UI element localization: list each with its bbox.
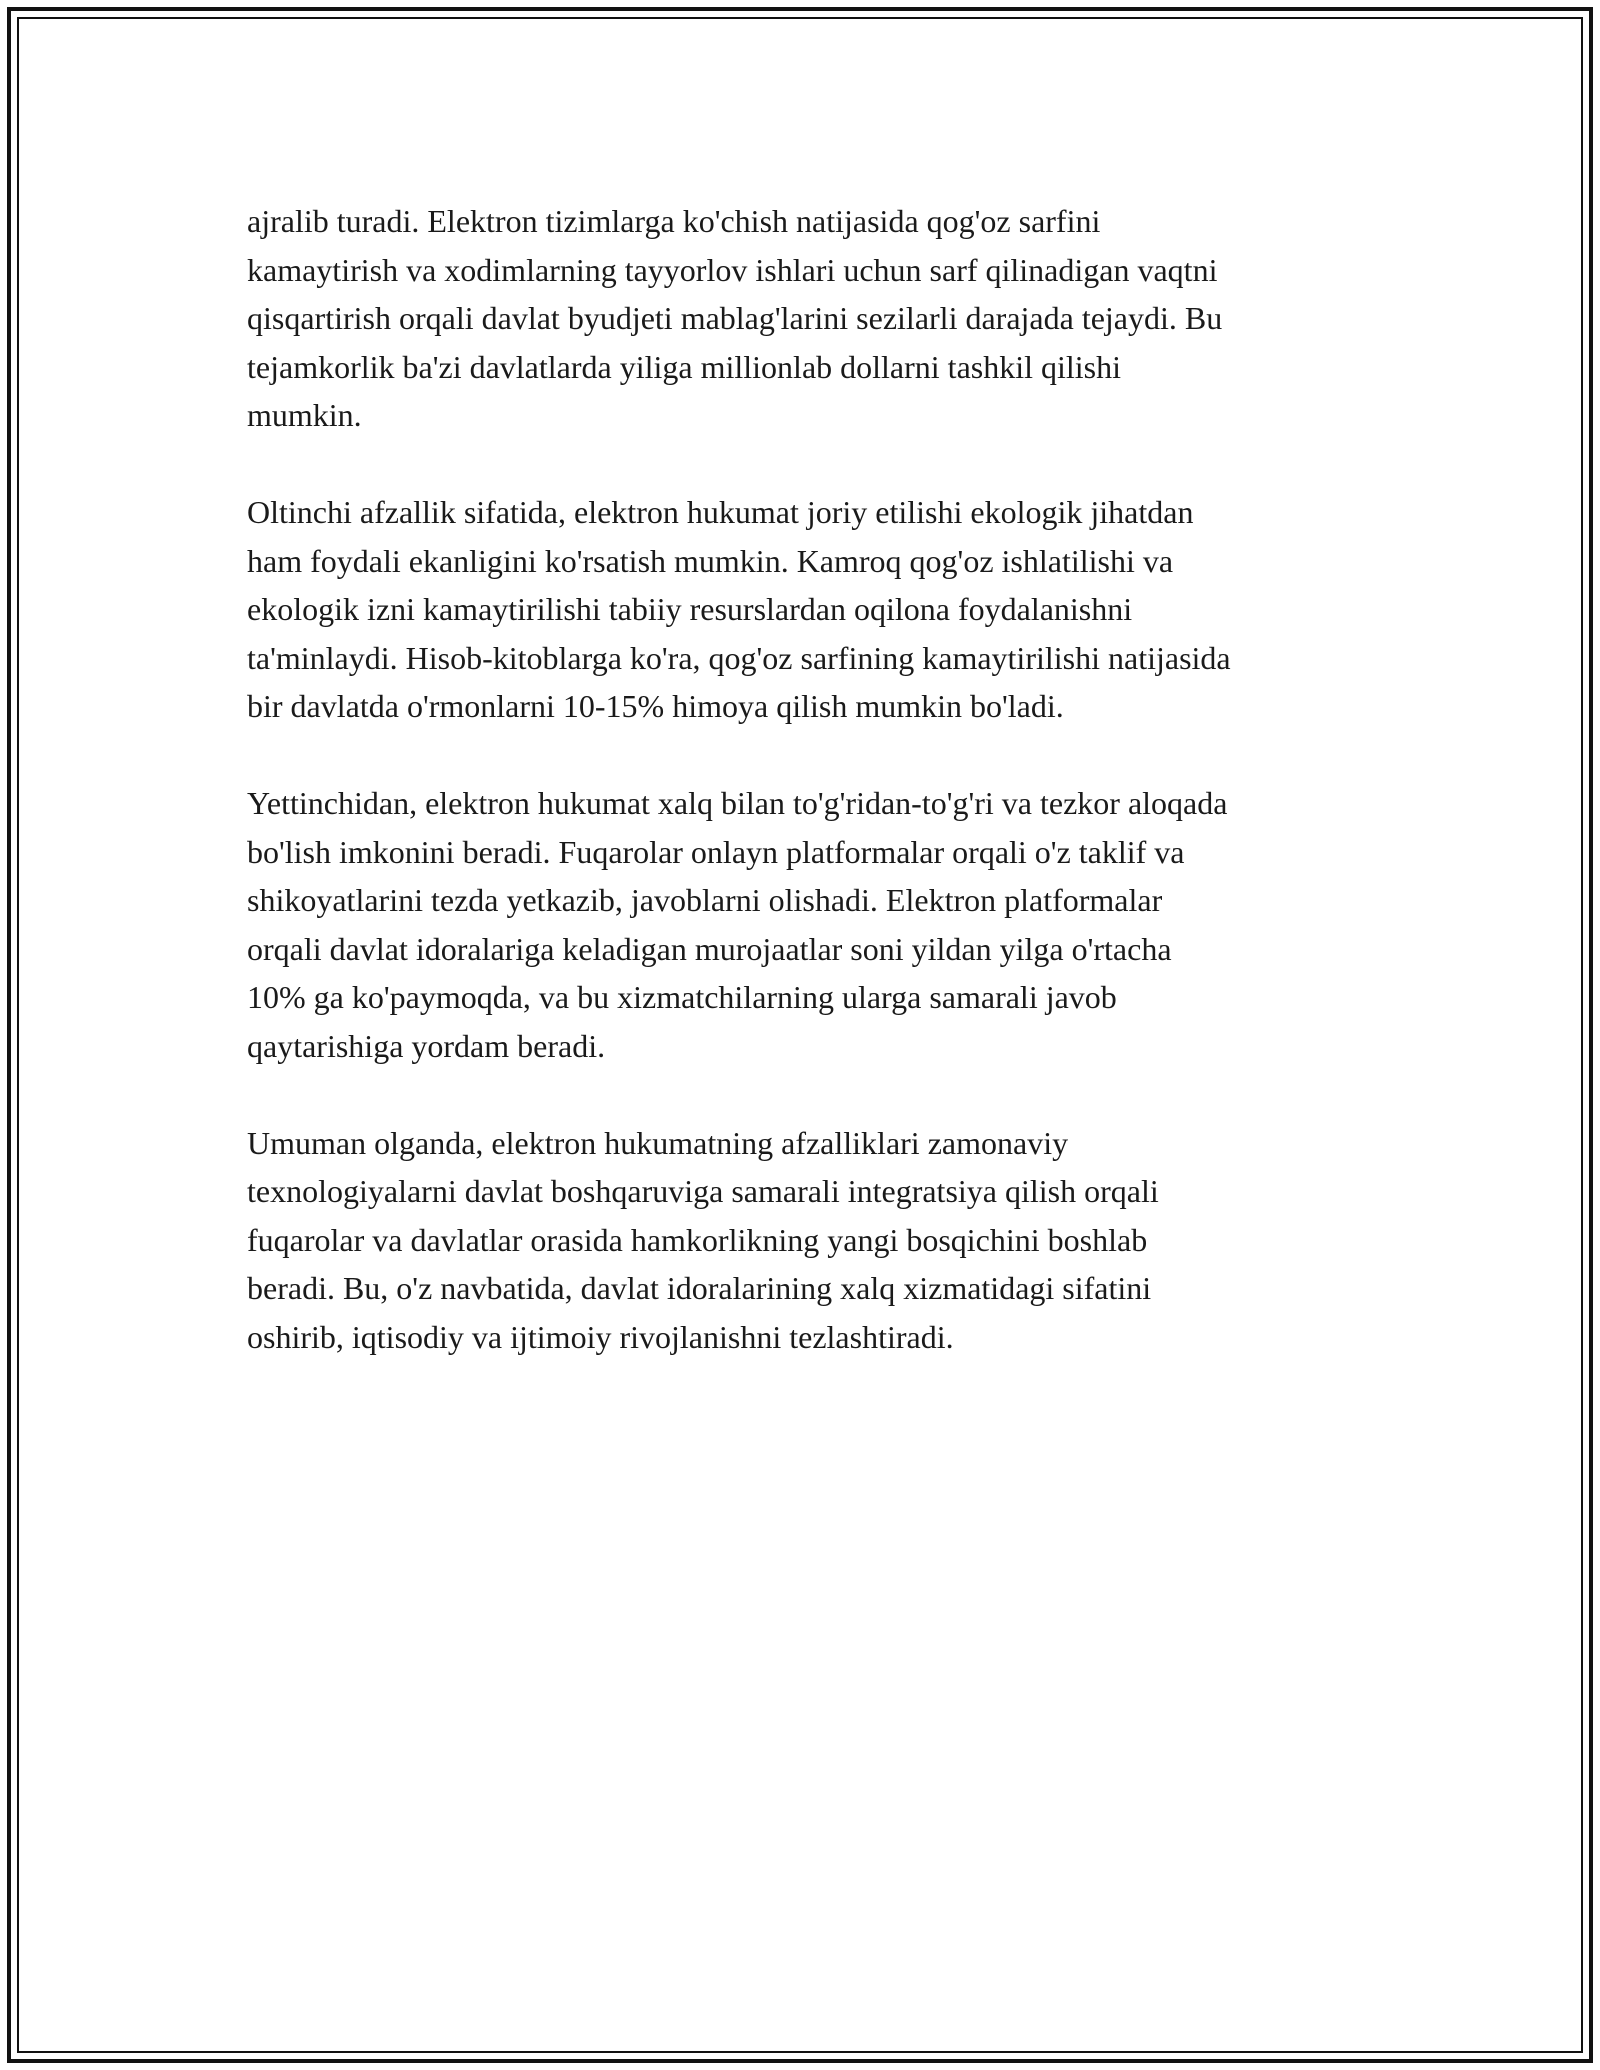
page-frame: [7, 7, 1593, 2063]
text-line: bo'lish imkonini beradi. Fuqarolar onlayn platformalar orqali o'z taklif va: [247, 833, 1185, 870]
text-line: 10% ga ko'paymoqda, va bu xizmatchilarning ularga samarali javob: [247, 979, 1117, 1015]
text-line: ta'minlaydi. Hisob-kitoblarga ko'ra, qog'oz sarfining kamaytirilishi natijasida: [247, 639, 1231, 676]
text-line: Oltinchi afzallik sifatida, elektron hukumat joriy etilishi ekologik jihatdan: [247, 494, 1194, 530]
paragraph: [247, 488, 1387, 731]
document-body: [247, 197, 1387, 1410]
paragraph: [247, 197, 1387, 440]
text-line: Yettinchidan, elektron hukumat xalq bilan to'g'ridan-to'g'ri va tezkor aloqada: [247, 785, 1228, 821]
text-line: tejamkorlik ba'zi davlatlarda yiliga millionlab dollarni tashkil qilishi: [247, 348, 1122, 385]
text-line: bir davlatda o'rmonlarni 10-15% himoya qilish mumkin bo'ladi.: [247, 688, 1064, 724]
text-line: shikoyatlarini tezda yetkazib, javoblarni olishadi. Elektron platformalar: [247, 882, 1163, 918]
text-line: beradi. Bu, o'z navbatida, davlat idoralarining xalq xizmatidagi sifatini: [247, 1270, 1152, 1306]
paragraph: [247, 779, 1387, 1070]
text-line: ham foydali ekanligini ko'rsatish mumkin. Kamroq qog'oz ishlatilishi va: [247, 542, 1174, 579]
text-line: texnologiyalarni davlat boshqaruviga samarali integratsiya qilish orqali: [247, 1173, 1159, 1209]
text-line: ekologik izni kamaytirilishi tabiiy resurslardan oqilona foydalanishni: [247, 591, 1133, 627]
text-line: fuqarolar va davlatlar orasida hamkorlikning yangi bosqichini boshlab: [247, 1221, 1148, 1258]
paragraph: [247, 1119, 1387, 1362]
text-line: qisqartirish orqali davlat byudjeti mablag'larini sezilarli darajada tejaydi. Bu: [247, 300, 1223, 336]
text-line: qaytarishiga yordam beradi.: [247, 1027, 606, 1064]
text-line: Umuman olganda, elektron hukumatning afzalliklari zamonaviy: [247, 1124, 1069, 1161]
text-line: ajralib turadi. Elektron tizimlarga ko'chish natijasida qog'oz sarfini: [247, 203, 1101, 239]
text-line: kamaytirish va xodimlarning tayyorlov ishlari uchun sarf qilinadigan vaqtni: [247, 251, 1218, 288]
text-line: oshirib, iqtisodiy va ijtimoiy rivojlanishni tezlashtiradi.: [247, 1318, 954, 1355]
text-line: mumkin.: [247, 397, 362, 433]
text-line: orqali davlat idoralariga keladigan murojaatlar soni yildan yilga o'rtacha: [247, 930, 1172, 967]
